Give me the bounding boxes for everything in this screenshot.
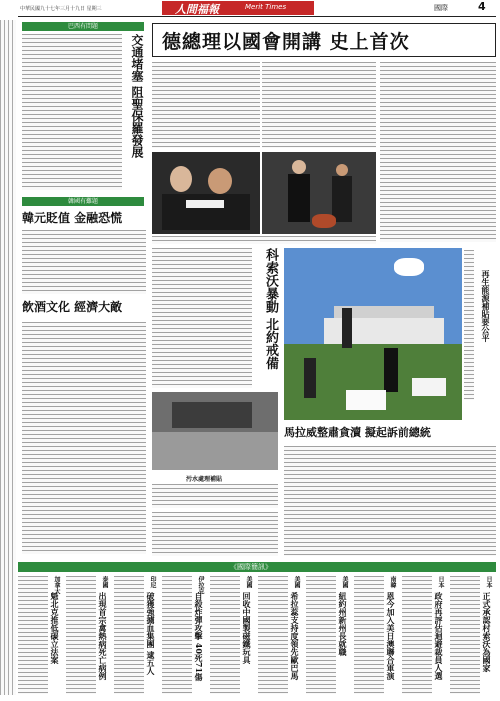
article-malawi-body bbox=[284, 446, 496, 556]
caption-renewable: 再生能源補貼要公平 bbox=[481, 270, 491, 342]
masthead bbox=[0, 0, 500, 20]
brief-5-title: 希拉蕊支持度領先歐巴馬 bbox=[290, 592, 300, 680]
brief-4 bbox=[306, 576, 352, 696]
brief-6-tag: 美國 bbox=[245, 576, 252, 588]
left-edge-strip bbox=[0, 20, 16, 695]
brief-7-tag: 伊拉克 bbox=[197, 576, 204, 594]
brief-8-tag: 印尼 bbox=[149, 576, 156, 588]
headline-kosovo: 科索沃暴動 北約戒備 bbox=[263, 248, 278, 370]
brief-9 bbox=[66, 576, 112, 696]
brief-2-title: 政府再評估迴避裁員人選 bbox=[434, 592, 444, 680]
band-korea: 韓國有難題 bbox=[22, 197, 144, 206]
brief-7 bbox=[162, 576, 208, 696]
brief-6 bbox=[210, 576, 256, 696]
caption-renewable-body bbox=[464, 250, 474, 400]
article-kosovo-left bbox=[152, 248, 252, 388]
article-brazil-body bbox=[22, 34, 122, 190]
main-headline: 德總理以國會開講 史上首次 bbox=[162, 31, 410, 53]
main-article-right bbox=[380, 62, 496, 242]
headline-sao-paulo: 交通堵塞 阻聖保羅發展 bbox=[130, 34, 144, 159]
brief-5 bbox=[258, 576, 304, 696]
brief-3-tag: 南韓 bbox=[389, 576, 396, 588]
photo-merkel-wreath bbox=[262, 152, 376, 234]
page-number: 4 bbox=[478, 0, 486, 13]
brief-10-title: 魁北克推低碳立法案 bbox=[50, 592, 60, 664]
brief-3-title: 恩今加入美日澳聯合軍演 bbox=[386, 592, 396, 680]
article-kosovo-bottom bbox=[152, 512, 278, 556]
headline-malawi: 馬拉威整肅貪瀆 擬起訴前總統 bbox=[284, 426, 431, 439]
brief-4-tag: 美國 bbox=[341, 576, 348, 588]
briefs-title: 《國際簡訊》 bbox=[230, 563, 272, 571]
brief-7-title: 自殺炸彈攻擊 40死71傷 bbox=[194, 592, 204, 682]
brief-10-tag: 加拿大 bbox=[53, 576, 60, 594]
article-korea-body bbox=[22, 230, 146, 294]
main-article-left bbox=[152, 62, 260, 148]
brief-8-title: 破獲強擄血集團 逮五人 bbox=[146, 592, 156, 675]
brief-2 bbox=[402, 576, 448, 696]
brief-1 bbox=[450, 576, 496, 696]
brief-1-title: 正式承認村索沃為國家 bbox=[482, 592, 492, 672]
brief-10 bbox=[18, 576, 64, 696]
caption-sewage-body bbox=[152, 484, 278, 508]
photo-sewage bbox=[152, 392, 278, 470]
brief-3 bbox=[354, 576, 400, 696]
band-brazil: 巴西有問題 bbox=[22, 22, 144, 31]
photo-canberra-protest bbox=[284, 248, 462, 420]
section-label: 國際 bbox=[434, 4, 448, 12]
photo-caption-merkel bbox=[152, 236, 376, 244]
main-article-mid bbox=[262, 62, 376, 148]
photo-merkel-signing bbox=[152, 152, 260, 234]
issue-date: 中華民國九十七年三月十九日 星期三 bbox=[20, 6, 102, 12]
brief-2-tag: 日本 bbox=[437, 576, 444, 588]
caption-sewage: 污水處理補貼 bbox=[186, 476, 223, 483]
article-drinking-body bbox=[22, 322, 146, 554]
brief-9-title: 出現首宗禽熱病死亡病例 bbox=[98, 592, 108, 680]
headline-won: 韓元貶值 金融恐慌 bbox=[22, 211, 123, 225]
headline-drinking: 飲酒文化 經濟大敵 bbox=[22, 300, 123, 314]
brief-1-tag: 日本 bbox=[485, 576, 492, 588]
masthead-rule bbox=[18, 16, 496, 17]
brief-9-tag: 泰國 bbox=[101, 576, 108, 588]
brief-6-title: 回收中國製磁鐵玩具 bbox=[242, 592, 252, 664]
brief-4-title: 紐約州新州長就職 bbox=[338, 592, 348, 656]
brief-8 bbox=[114, 576, 160, 696]
brief-5-tag: 美國 bbox=[293, 576, 300, 588]
logo-english: Merit Times bbox=[245, 3, 287, 11]
logo: 人間福報 bbox=[175, 3, 219, 16]
